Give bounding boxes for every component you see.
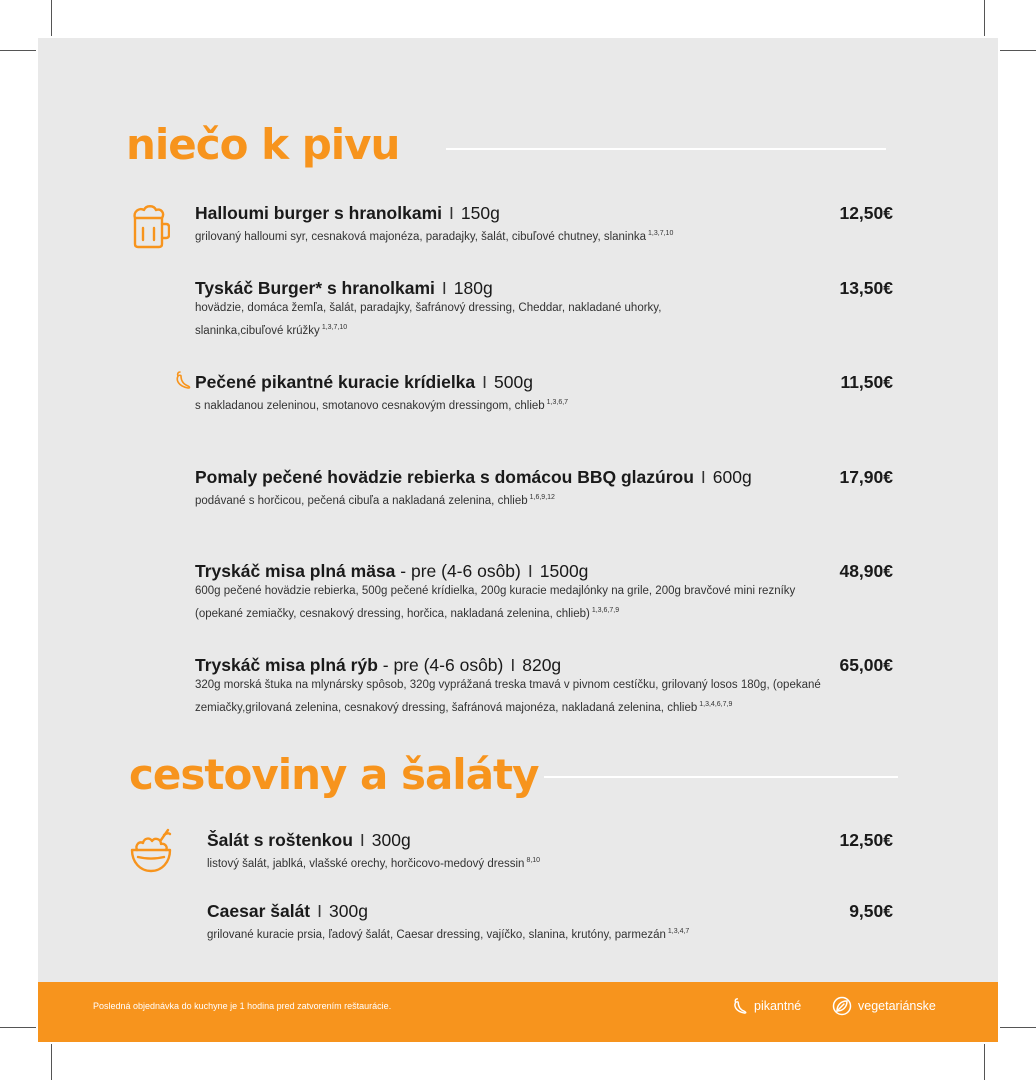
menu-item-description [207, 922, 927, 945]
description-text: 600g pečené hovädzie rebierka, 500g pečené krídielka, 200g kuracie medajlónky na grile, 200g bravčové mini rezníky (opekané zemiačky, cesnakový dressing, horčica, nakladaná zelenina, chlieb) [195, 585, 796, 620]
section-title-pasta-salads: cestoviny a šaláty [129, 750, 539, 799]
description-text: podávané s horčicou, pečená cibuľa a nakladaná zelenina, chlieb [195, 494, 528, 507]
menu-item-description [195, 582, 815, 624]
description-text: hovädzie, domáca žemľa, šalát, paradajky, šafránový dressing, Cheddar, nakladané uhorky, slaninka,cibuľové krúžky [195, 302, 662, 337]
menu-item-weight: 820g [522, 655, 562, 675]
separator: I [317, 901, 323, 921]
menu-item-price: 17,90€ [839, 467, 893, 487]
legend-spicy-label: pikantné [754, 999, 802, 1013]
footer-bar [38, 982, 998, 1042]
description-text: grilované kuracie prsia, ľadový šalát, Caesar dressing, vajíčko, slanina, krutóny, parmezán [207, 928, 666, 941]
separator: I [527, 561, 533, 581]
section-divider [446, 148, 886, 150]
separator: I [359, 830, 365, 850]
separator: I [510, 655, 516, 675]
legend-vegetarian-label: vegetariánske [858, 999, 936, 1013]
allergen-codes: 1,3,7,10 [321, 324, 348, 331]
allergen-codes: 1,3,6,7,9 [591, 607, 620, 614]
menu-item-weight: 500g [494, 372, 533, 392]
separator: I [441, 278, 447, 298]
menu-item-name: Halloumi burger s hranolkami [195, 203, 442, 223]
menu-item-price: 13,50€ [839, 278, 893, 298]
description-text: listový šalát, jablká, vlašské orechy, horčicovo-medový dressin [207, 857, 525, 870]
section-title-beer-snacks: niečo k pivu [126, 120, 400, 169]
menu-item-name: Caesar šalát [207, 901, 311, 921]
crop-mark [1000, 50, 1036, 51]
menu-page [38, 38, 998, 1042]
menu-item-name: Tryskáč misa plná rýb [195, 655, 378, 675]
menu-item-weight: 300g [371, 830, 411, 850]
crop-mark [984, 1044, 985, 1080]
menu-item-serving-note: - pre (4-6 osôb) [395, 561, 521, 581]
menu-item-description [195, 224, 915, 247]
chili-pepper-icon [732, 996, 748, 1016]
crop-mark [51, 1044, 52, 1080]
allergen-codes: 8,10 [526, 857, 541, 864]
section-divider [544, 776, 898, 778]
allergen-codes: 1,3,4,6,7,9 [699, 701, 733, 708]
allergen-codes: 1,6,9,12 [529, 494, 555, 501]
menu-item-price: 9,50€ [849, 901, 893, 921]
allergen-codes: 1,3,4,7 [667, 928, 690, 935]
crop-mark [0, 1027, 36, 1028]
beer-mug-icon [130, 204, 170, 250]
menu-item-name: Tryskáč misa plná mäsa [195, 561, 396, 581]
menu-item-weight: 600g [712, 467, 752, 487]
menu-item-price: 11,50€ [840, 372, 893, 392]
separator: I [449, 203, 454, 223]
menu-item-name: Pečené pikantné kuracie krídielka [195, 372, 476, 392]
menu-item-name: Tyskáč Burger* s hranolkami [195, 278, 435, 298]
menu-item-description [195, 393, 915, 416]
allergen-codes: 1,3,7,10 [648, 230, 674, 237]
menu-item-price: 65,00€ [839, 655, 893, 675]
allergen-codes: 1,3,6,7 [546, 399, 569, 406]
crop-mark [0, 50, 36, 51]
crop-mark [51, 0, 52, 36]
chili-pepper-icon [174, 370, 192, 390]
menu-item-weight: 150g [460, 203, 500, 223]
description-text: 320g morská štuka na mlynársky spôsob, 320g vyprážaná treska tmavá v pivnom cestíčku, grilovaný losos 180g, (opekané zemiačky,grilovaná zelenina, cesnakový dressing, šafránová majonéza, nakladaná zelenina, chlieb [195, 679, 821, 714]
menu-item-serving-note: - pre (4-6 osôb) [377, 655, 504, 675]
menu-item-description [195, 488, 915, 511]
leaf-icon [832, 996, 852, 1016]
menu-item-name: Šalát s roštenkou [207, 830, 353, 850]
menu-item-weight: 1500g [539, 561, 589, 581]
menu-item-name: Pomaly pečené hovädzie rebierka s domácou BBQ glazúrou [195, 467, 694, 487]
description-text: s nakladanou zeleninou, smotanovo cesnakovým dressingom, chlieb [195, 399, 545, 412]
separator: I [482, 372, 488, 392]
menu-item-price: 48,90€ [839, 561, 893, 581]
crop-mark [1000, 1027, 1036, 1028]
menu-item-description [195, 676, 835, 718]
legend-vegetarian [832, 996, 936, 1016]
menu-item-description [207, 851, 927, 874]
menu-item-weight: 300g [329, 901, 368, 921]
description-text: grilovaný halloumi syr, cesnaková majonéza, paradajky, šalát, cibuľové chutney, slaninka [195, 230, 647, 243]
menu-item-description [195, 299, 715, 341]
crop-mark [984, 0, 985, 36]
separator: I [700, 467, 706, 487]
salad-bowl-icon [128, 826, 174, 874]
footer-note: Posledná objednávka do kuchyne je 1 hodina pred zatvorením reštaurácie. [93, 1001, 392, 1011]
menu-item-price: 12,50€ [839, 203, 893, 223]
menu-item-weight: 180g [453, 278, 493, 298]
legend-spicy [732, 996, 801, 1016]
menu-item-price: 12,50€ [839, 830, 893, 850]
